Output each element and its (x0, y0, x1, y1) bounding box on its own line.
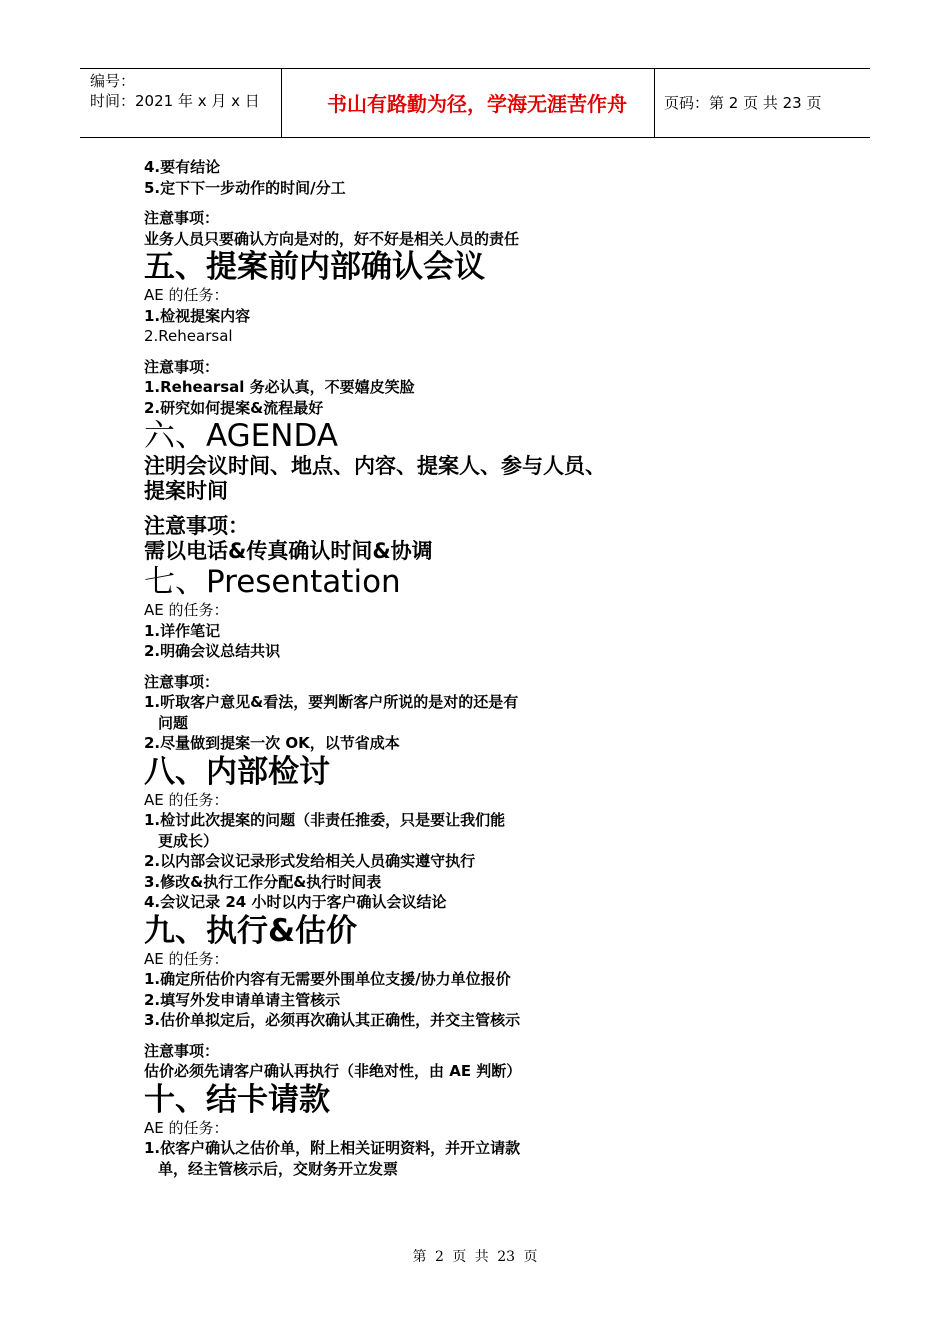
section-heading: 九、执行&估价 (144, 912, 358, 949)
text-line: 1.Rehearsal 务必认真，不要嬉皮笑脸 (144, 378, 415, 396)
text-line: AE 的任务： (144, 790, 229, 809)
text-line: 注意事项： (144, 357, 220, 376)
header-meta (90, 71, 260, 111)
text-line: AE 的任务： (144, 601, 229, 619)
number-label: 编号： (90, 72, 136, 90)
text-line: 注意事项： (144, 209, 220, 227)
text-line: 2.填写外发申请单请主管核示 (144, 990, 341, 1009)
paragraph-gap (144, 1031, 804, 1041)
text-line: 业务人员只要确认方向是对的，好不好是相关人员的责任 (144, 229, 520, 248)
text-line: AE 的任务： (144, 1118, 229, 1137)
document-body (144, 157, 804, 1179)
paragraph-gap (144, 504, 804, 514)
header-divider (281, 69, 282, 137)
large-text-line: 注意事项： (144, 514, 249, 538)
text-line: 1.听取客户意见&看法，要判断客户所说的是对的还是有 (144, 693, 519, 711)
text-line: 1.检讨此次提案的问题（非责任推委，只是要让我们能 (144, 811, 506, 829)
text-line: 单，经主管核示后，交财务开立发票 (158, 1159, 399, 1178)
date-label: 时间：2021 年 x 月 x 日 (90, 92, 260, 110)
paragraph-gap (144, 198, 804, 208)
text-line: 估价必须先请客户确认再执行（非绝对性，由 AE 判断） (144, 1062, 522, 1080)
text-line: AE 的任务： (144, 949, 229, 968)
text-line: 1.检视提案内容 (144, 306, 251, 325)
page-header (80, 68, 870, 138)
text-line: 2.Rehearsal (144, 327, 233, 345)
text-line: 注意事项： (144, 672, 220, 691)
text-line: 3.估价单拟定后，必须再次确认其正确性，并交主管核示 (144, 1011, 521, 1029)
large-text-line: 需以电话&传真确认时间&协调 (144, 539, 433, 563)
text-line: 更成长） (158, 831, 219, 850)
text-line: AE 的任务： (144, 286, 229, 304)
section-heading: 六、AGENDA (144, 418, 338, 454)
text-line: 1.依客户确认之估价单，附上相关证明资料，并开立请款 (144, 1139, 521, 1157)
page-indicator: 页码：第 2 页 共 23 页 (664, 94, 822, 112)
text-line: 2.研究如何提案&流程最好 (144, 398, 324, 417)
motto: 书山有路勤为径，学海无涯苦作舟 (327, 92, 627, 116)
text-line: 2.以内部会议记录形式发给相关人员确实遵守执行 (144, 852, 476, 870)
section-heading: 五、提案前内部确认会议 (144, 249, 485, 285)
text-line: 2.尽量做到提案一次 OK，以节省成本 (144, 734, 400, 752)
section-heading: 八、内部检讨 (144, 753, 330, 790)
header-divider (654, 69, 655, 137)
text-line: 5.定下下一步动作的时间/分工 (144, 178, 346, 197)
section-heading: 七、Presentation (144, 564, 401, 600)
text-line: 4.会议记录 24 小时以内于客户确认会议结论 (144, 893, 447, 911)
large-text-line: 提案时间 (144, 479, 228, 503)
text-line: 3.修改&执行工作分配&执行时间表 (144, 872, 382, 891)
page-footer: 第 2 页 共 23 页 (412, 1249, 538, 1265)
text-line: 2.明确会议总结共识 (144, 642, 281, 660)
text-line: 1.确定所估价内容有无需要外围单位支援/协力单位报价 (144, 970, 511, 988)
text-line: 4.要有结论 (144, 158, 221, 176)
large-text-line: 注明会议时间、地点、内容、提案人、参与人员、 (144, 454, 606, 478)
section-heading: 十、结卡请款 (144, 1081, 330, 1118)
text-line: 问题 (158, 713, 189, 732)
text-line: 1.详作笔记 (144, 621, 221, 640)
paragraph-gap (144, 347, 804, 357)
text-line: 注意事项： (144, 1041, 220, 1060)
paragraph-gap (144, 662, 804, 672)
